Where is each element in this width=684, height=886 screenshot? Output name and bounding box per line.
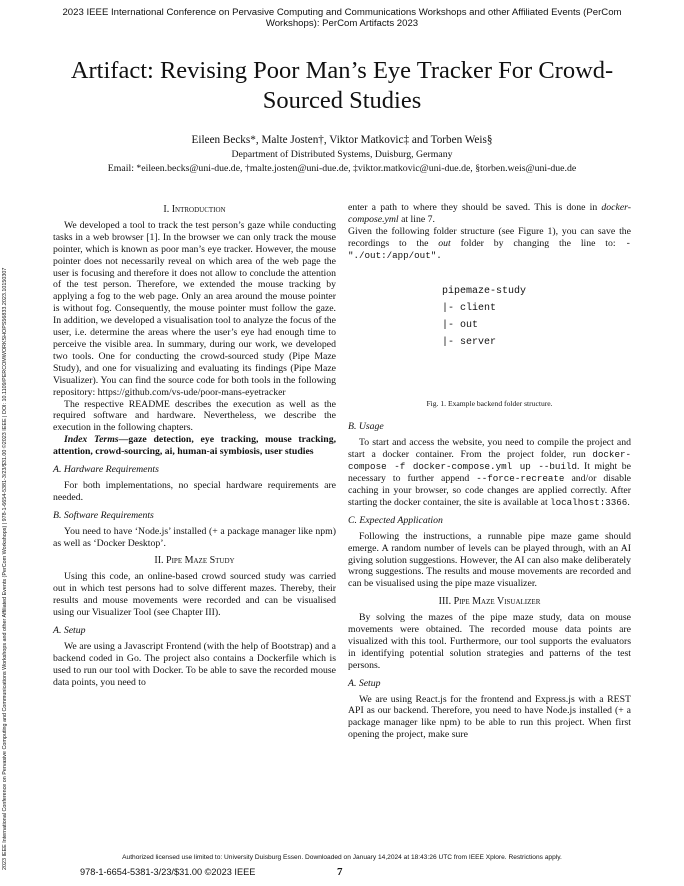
figure-line: |- client <box>442 302 497 314</box>
page-number: 7 <box>337 866 343 878</box>
software-paragraph: You need to have ‘Node.js’ installed (+ a package manager like npm) as well as ‘Docker Desktop’. <box>53 525 336 549</box>
author-list: Eileen Becks*, Malte Josten†, Viktor Matkovic‡ and Torben Weis§ <box>191 134 493 146</box>
figure-caption: Fig. 1. Example backend folder structure. <box>426 398 553 408</box>
expected-application-paragraph: Following the instructions, a runnable pipe maze game should emerge. A random number of levels can be played through, with an AI giving solution suggestions. However, the AI can also make deliberately wrong suggestions. The results and mouse movements are recorded and can be visualised using the pipe maze visualizer. <box>348 530 631 590</box>
license-footer: Authorized licensed use limited to: University Duisburg Essen. Downloaded on January 14,2024 at 18:43:26 UTC from IEEE Xplore. Restrictions apply. <box>122 854 562 861</box>
author-emails: Email: *eileen.becks@uni-due.de, †malte.josten@uni-due.de, ‡viktor.matkovic@uni-due.de, §torben.weis@uni-due.de <box>107 163 577 174</box>
setup-continuation <box>348 202 631 226</box>
pipe-maze-visualizer-paragraph: By solving the mazes of the pipe maze study, data on mouse movements were obtained. The recorded mouse data points are visualized with this tool. Furthermore, our tool supports the evaluators in identifying potential solution strategies and patterns of the test persons. <box>348 612 631 671</box>
visualizer-setup-paragraph: We are using React.js for the frontend and Express.js with a REST API as our backend. Therefore, you need to have Node.js installed (+ a package manager like npm) to be able to run this project. When first opening the project, make sure <box>348 693 631 741</box>
usage-text-d: . <box>627 496 630 508</box>
side-doi-strip <box>2 40 12 870</box>
subsection-heading-expected-application: C. Expected Application <box>348 514 443 526</box>
section-heading-pipe-maze-study: II. Pipe Maze Study <box>154 555 235 567</box>
subsection-heading-software: B. Software Requirements <box>53 509 154 521</box>
right-column <box>348 202 631 741</box>
continuation-text: enter a path to where they should be saved. This is done in <box>348 202 598 213</box>
affiliation: Department of Distributed Systems, Duisburg, Germany <box>231 149 453 160</box>
pipe-maze-study-paragraph: Using this code, an online-based crowd sourced study was carried out in which test persons had to solve different mazes. Thereby, their results and mouse movements were recorded and can be visualised using our Visualizer Tool (see Chapter III). <box>53 571 336 619</box>
compose-command: docker-compose -f docker-compose.yml up --build <box>348 449 631 473</box>
continuation-text-end: at line 7. <box>398 213 435 225</box>
section-heading-introduction: I. Introduction <box>163 204 226 215</box>
compose-file-name: docker-compose.yml <box>348 202 632 225</box>
isbn-footer: 978-1-6654-5381-3/23/$31.00 ©2023 IEEE <box>80 867 256 877</box>
section-heading-pipe-maze-visualizer: III. Pipe Maze Visualizer <box>438 596 541 608</box>
intro-paragraph-1: We developed a tool to track the test person’s gaze while conducting tasks in a web browser [1]. In the browser we can only track the mouse pointer, which is known as poor man’s eye tracker. However, the mouse pointer does not necessarily reveal on which area of the web page the user is focusing and therefore it does not allow to conclude the attention of the test person. Therefore, we extended the mouse tracking by applying a fog to the web page. Only an area around the mouse pointer is without fog. Consequently, the mouse pointer must follow the gaze. In addition, we developed a visualisation tool to analyze the focus of the user, i.e. determine the areas where the user’s eye had enough time to perceive the visible area. In summary, during our work, we developed two tools. One for conducting the crowd-sourced study (Pipe Maze Study), and one for visualizing and evaluating its findings (Pipe Maze Visualizer). You can find the source code for both tools in the following repository: https://github.com/vs-ude/poor-mans-eyetracker <box>53 219 336 398</box>
paper-title: Artifact: Revising Poor Man’s Eye Tracker For Crowd-Sourced Studies <box>70 57 614 114</box>
out-folder-name: out <box>438 237 451 249</box>
conference-header: 2023 IEEE International Conference on Pervasive Computing and Communications Workshops and other Affiliated Events (PerCom Workshops): PerCom Artifacts 2023 <box>62 7 622 29</box>
figure-line: |- out <box>442 319 479 331</box>
figure-line: pipemaze-study <box>442 285 527 297</box>
force-recreate-flag: --force-recreate <box>476 473 565 485</box>
usage-text-b: . It might be necessary to further append <box>348 461 631 485</box>
folder-text-b: folder by changing the line to: <box>450 237 626 249</box>
subsection-heading-usage: B. Usage <box>348 421 384 433</box>
usage-paragraph <box>348 437 631 508</box>
usage-text-a: To start and access the website, you need to compile the project and start a docker container. From the project folder, run <box>348 437 631 461</box>
setup-paragraph: We are using a Javascript Frontend (with the help of Bootstrap) and a backend coded in Go. The project also contains a Dockerfile which is used to run our tool with Docker. To be able to save the recorded mouse data points, you need to <box>53 640 336 688</box>
index-terms-text: —gaze detection, eye tracking, mouse tracking, attention, crowd-sourcing, ai, human-ai symbiosis, user studies <box>53 434 337 458</box>
index-terms-label: Index Terms <box>64 434 119 446</box>
side-doi-text: 2023 IEEE International Conference on Pervasive Computing and Communications Workshops and other Affiliated Events (PerCom Workshops) | 978-1-6654-5381-3/23/$31.00 ©2023 IEEE | DOI: 10.1109/PERCOMWORKSHOPS56833.2023.10150307 <box>2 267 8 870</box>
folder-text-a: Given the following folder structure (see Figure 1), you can save the recordings to the <box>348 225 631 249</box>
folder-structure-figure <box>348 286 631 398</box>
figure-line: |- server <box>442 336 497 348</box>
subsection-heading-setup: A. Setup <box>53 625 86 636</box>
folder-paragraph <box>348 226 631 262</box>
left-column <box>53 204 336 689</box>
localhost-address: localhost:3366 <box>550 496 628 508</box>
subsection-heading-setup-visualizer: A. Setup <box>348 677 381 689</box>
usage-text-c: and/or disable caching in your browser, so code changes are applied correctly. After starting the docker container, the site is available at <box>348 473 631 508</box>
subsection-heading-hardware: A. Hardware Requirements <box>53 464 159 476</box>
index-terms <box>53 434 336 458</box>
intro-paragraph-2: The respective README describes the execution as well as the required software and hardware. Nevertheless, we describe the execution in the following chapters. <box>53 398 336 434</box>
volume-code: - "./out:/app/out". <box>348 237 631 261</box>
hardware-paragraph: For both implementations, no special hardware requirements are needed. <box>53 479 336 503</box>
